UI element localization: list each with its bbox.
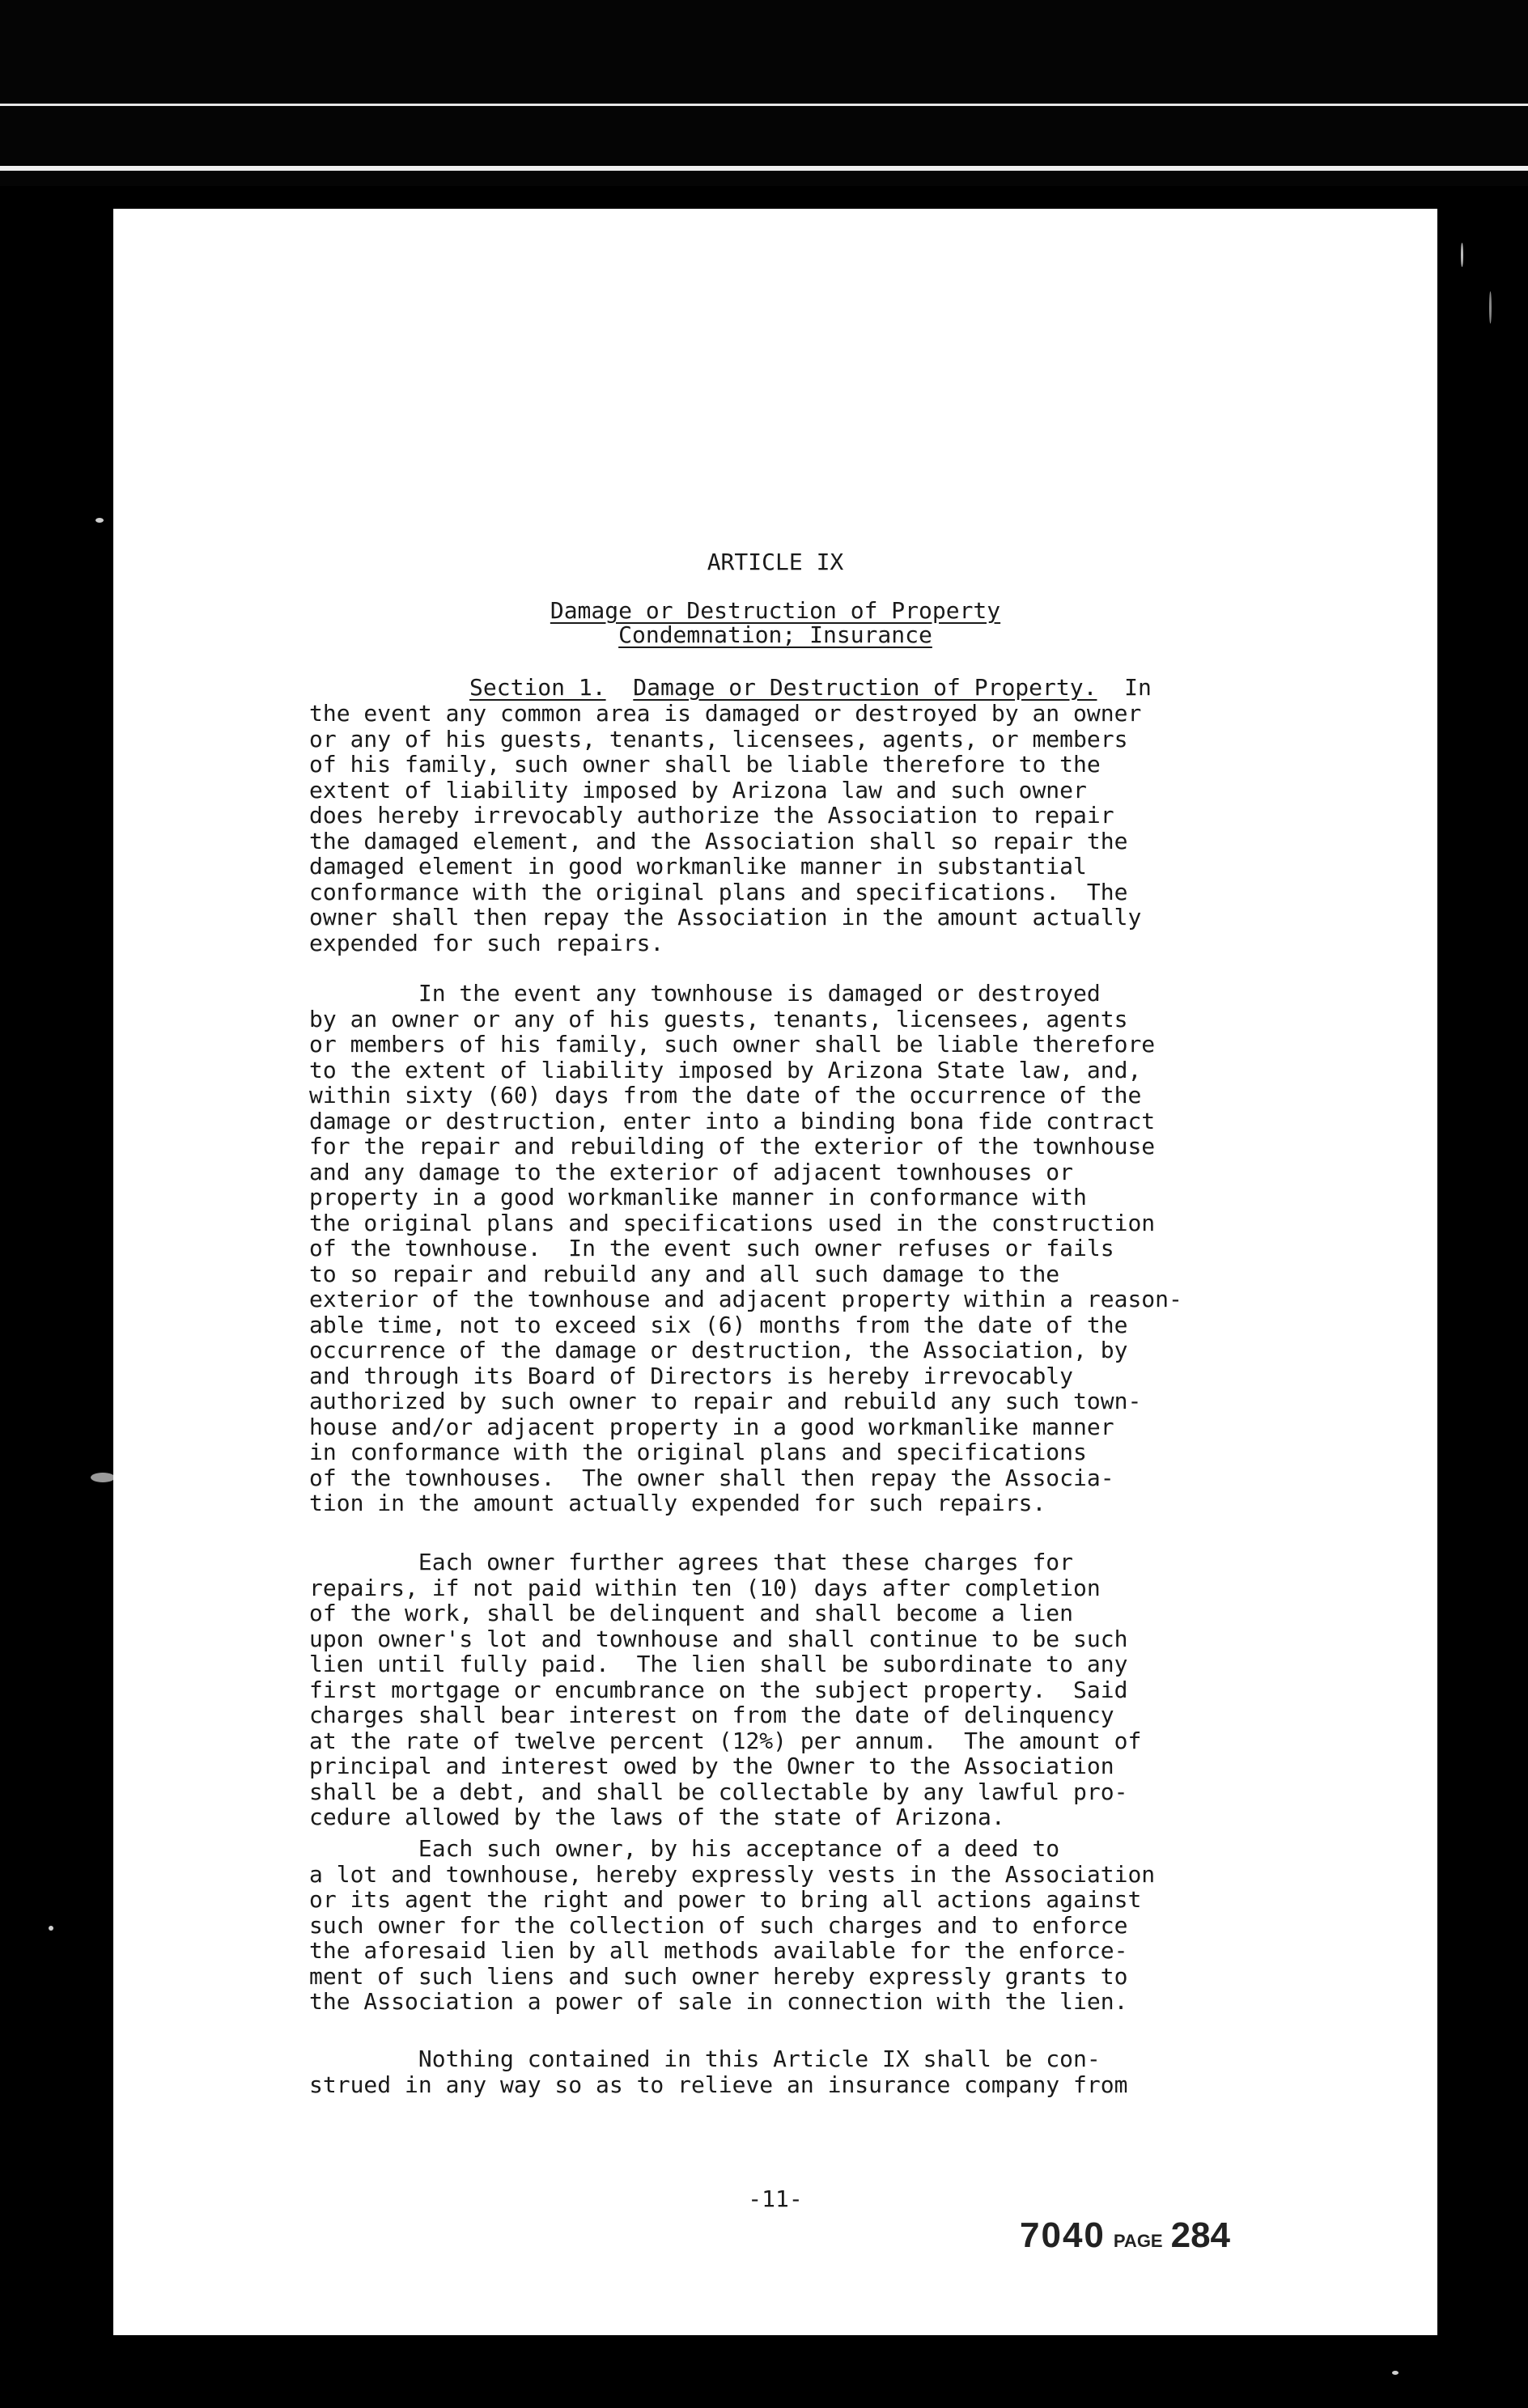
text-line: damaged element in good workmanlike manner in substantial [309, 853, 1087, 880]
document-page [113, 209, 1437, 2335]
section-heading-line [469, 675, 1152, 701]
paragraph-2 [309, 981, 1394, 1516]
scan-top-band [0, 0, 1528, 186]
text-line: the damaged element, and the Association shall so repair the [309, 827, 1128, 854]
text-line: ment of such liens and such owner hereby expressly grants to [309, 1962, 1128, 1990]
scan-speck [49, 1926, 53, 1931]
text-line: Nothing contained in this Article IX shall be con- [309, 2046, 1101, 2072]
article-title: ARTICLE IX [707, 549, 844, 575]
text-line: and any damage to the exterior of adjacent townhouses or [309, 1158, 1074, 1185]
text-line: charges shall bear interest on from the date of delinquency [309, 1702, 1114, 1728]
text-line: and through its Board of Directors is hereby irrevocably [309, 1362, 1074, 1389]
text-line: the event any common area is damaged or destroyed by an owner [309, 700, 1142, 727]
text-line: shall be a debt, and shall be collectable by any lawful pro- [309, 1778, 1128, 1805]
heading-line-1-text: Damage or Destruction of Property [550, 597, 1001, 624]
text-line: the Association a power of sale in connection with the lien. [309, 1988, 1128, 2015]
stamp-page-label: PAGE [1113, 2231, 1163, 2251]
heading-line-2 [113, 623, 1437, 647]
recording-stamp [1020, 2215, 1230, 2256]
text-line: the original plans and specifications used in the construction [309, 1209, 1156, 1236]
text-line: able time, not to exceed six (6) months from the date of the [309, 1311, 1128, 1338]
text-line: In the event any townhouse is damaged or destroyed [309, 980, 1101, 1007]
text-line: house and/or adjacent property in a good workmanlike manner [309, 1413, 1114, 1440]
heading-line-1 [113, 599, 1437, 623]
text-line: authorized by such owner to repair and rebuild any such town- [309, 1388, 1142, 1414]
scan-speck [1461, 243, 1463, 267]
text-line: strued in any way so as to relieve an insurance company from [309, 2071, 1128, 2098]
text-line: first mortgage or encumbrance on the subject property. Said [309, 1676, 1128, 1703]
text-line: conformance with the original plans and specifications. The [309, 878, 1128, 905]
text-line: to the extent of liability imposed by Arizona State law, and, [309, 1056, 1142, 1083]
paragraph-4 [309, 1836, 1394, 2015]
paragraph-3 [309, 1550, 1394, 1830]
text-line: exterior of the townhouse and adjacent property within a reason- [309, 1286, 1182, 1312]
heading-line-2-text: Condemnation; Insurance [618, 621, 932, 648]
text-line: such owner for the collection of such charges and to enforce [309, 1911, 1128, 1939]
text-line: of the townhouses. The owner shall then repay the Associa- [309, 1464, 1114, 1491]
text-line: principal and interest owed by the Owner to the Association [309, 1753, 1114, 1779]
text-line: repairs, if not paid within ten (10) days after completion [309, 1574, 1101, 1601]
text-line: cedure allowed by the laws of the state of Arizona. [309, 1804, 1005, 1830]
text-line: damage or destruction, enter into a binding bona fide contract [309, 1107, 1156, 1134]
text-line: a lot and townhouse, hereby expressly vests in the Association [309, 1860, 1156, 1888]
text-line: expended for such repairs. [309, 929, 664, 956]
scan-speck [1489, 291, 1492, 324]
text-line: the aforesaid lien by all methods available for the enforce- [309, 1937, 1128, 1964]
text-line: of the townhouse. In the event such owner refuses or fails [309, 1235, 1114, 1261]
scan-rule-lower [0, 166, 1528, 171]
text-line: to so repair and rebuild any and all such damage to the [309, 1260, 1060, 1287]
text-line: in conformance with the original plans and specifications [309, 1439, 1087, 1465]
text-line: extent of liability imposed by Arizona law and such owner [309, 776, 1087, 803]
text-line: at the rate of twelve percent (12%) per annum. The amount of [309, 1727, 1142, 1754]
stamp-page: 284 [1170, 2215, 1231, 2255]
text-line: of the work, shall be delinquent and shall become a lien [309, 1600, 1074, 1626]
scan-speck [1392, 2371, 1399, 2375]
text-line: of his family, such owner shall be liable therefore to the [309, 751, 1101, 778]
text-line: does hereby irrevocably authorize the Association to repair [309, 802, 1114, 829]
stamp-docket: 7040 [1020, 2215, 1106, 2255]
text-line: lien until fully paid. The lien shall be subordinate to any [309, 1651, 1128, 1677]
scan-speck [96, 518, 104, 523]
text-line: tion in the amount actually expended for such repairs. [309, 1490, 1046, 1516]
page-number: -11- [748, 2185, 803, 2212]
paragraph-5 [309, 2046, 1394, 2097]
text-line: or members of his family, such owner shall be liable therefore [309, 1031, 1156, 1058]
paragraph-1 [309, 701, 1394, 956]
text-line: within sixty (60) days from the date of the occurrence of the [309, 1082, 1142, 1109]
text-line: or any of his guests, tenants, licensees, agents, or members [309, 725, 1128, 752]
scan-speck [91, 1473, 115, 1482]
text-line: property in a good workmanlike manner in conformance with [309, 1184, 1087, 1210]
text-line: upon owner's lot and townhouse and shall continue to be such [309, 1625, 1128, 1652]
text-line: owner shall then repay the Association in the amount actually [309, 904, 1142, 931]
text-line: for the repair and rebuilding of the exterior of the townhouse [309, 1133, 1156, 1159]
text-line: by an owner or any of his guests, tenants, licensees, agents [309, 1005, 1128, 1032]
text-line: or its agent the right and power to bring all actions against [309, 1886, 1142, 1913]
section-label: Section 1. [469, 674, 606, 701]
text-line: occurrence of the damage or destruction, the Association, by [309, 1337, 1128, 1363]
section-first-word: In [1097, 674, 1152, 701]
text-line: Each owner further agrees that these charges for [309, 1549, 1074, 1575]
section-title: Damage or Destruction of Property. [633, 674, 1097, 701]
scan-rule-top [0, 104, 1528, 106]
text-line: Each such owner, by his acceptance of a deed to [309, 1835, 1060, 1862]
